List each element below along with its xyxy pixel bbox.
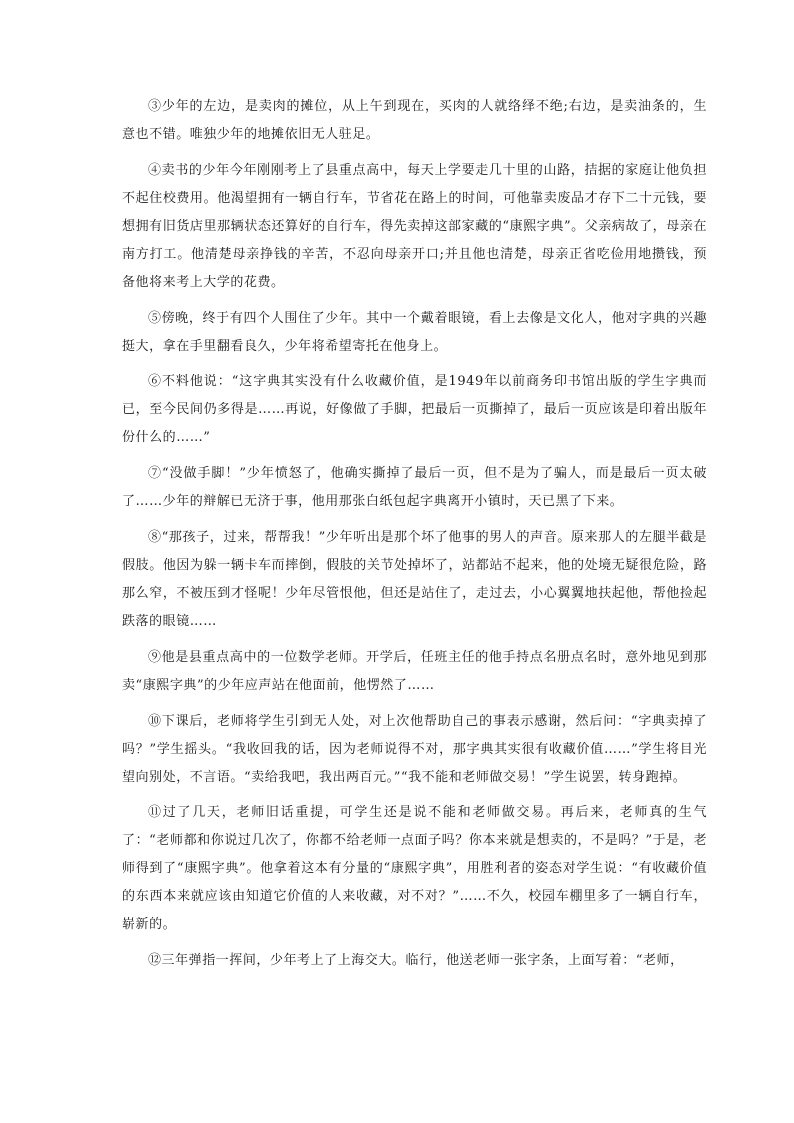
paragraph-6: ⑥不料他说：“这字典其实没有什么收藏价值，是1949年以前商务印书馆出版的学生字典而已，至今民间仍多得是……再说，好像做了手脚，把最后一页撕掉了，最后一页应该是印着出版年份什么的……”: [122, 374, 707, 446]
paragraph-12: ⑫三年弹指一挥间，少年考上了上海交大。临行，他送老师一张字条，上面写着：“老师，: [148, 953, 684, 969]
paragraph-3: ③少年的左边，是卖肉的摊位，从上午到现在，买肉的人就络绎不绝;右边，是卖油条的，生意也不错。唯独少年的地摊依旧无人驻足。: [122, 99, 707, 142]
paragraph-7: ⑦“没做手脚！”少年愤怒了，他确实撕掉了最后一页，但不是为了骗人，而是最后一页太破了……少年的辩解已无济于事，他用那张白纸包起字典离开小镇时，天已黑了下来。: [122, 466, 707, 510]
paragraph-10: ⑩下课后，老师将学生引到无人处，对上次他帮助自己的事表示感谢，然后问：“字典卖掉了吗？”学生摇头。“我收回我的话，因为老师说得不对，那字典其实很有收藏价值……”学生将目光望向别处，不言语。“卖给我吧，我出两百元。”“我不能和老师做交易！”学生说罢，转身跑掉。: [122, 713, 707, 785]
paragraph-5: ⑤傍晚，终于有四个人围住了少年。其中一个戴着眼镜，看上去像是文化人，他对字典的兴趣挺大，拿在手里翻看良久，少年将希望寄托在他身上。: [122, 310, 707, 354]
paragraph-8: ⑧“那孩子，过来，帮帮我！”少年听出是那个坏了他事的男人的声音。原来那人的左腿半截是假肢。他因为躲一辆卡车而摔倒，假肢的关节处掉坏了，站都站不起来，他的处境无疑很危险，路那么窄，不被压到才怪呢！少年尽管恨他，但还是站住了，走过去，小心翼翼地扶起他，帮他捡起跌落的眼镜……: [122, 529, 707, 629]
paragraph-4: ④卖书的少年今年刚刚考上了县重点高中，每天上学要走几十里的山路，拮据的家庭让他负担不起住校费用。他渴望拥有一辆自行车，节省花在路上的时间，可他靠卖废品才存下二十元钱，要想拥有旧货店里那辆状态还算好的自行车，得先卖掉这部家藏的“康熙字典”。父亲病故了，母亲在南方打工。他清楚母亲挣钱的辛苦，不忍向母亲开口;并且他也清楚，母亲正省吃俭用地攒钱，预备他将来考上大学的花费。: [122, 162, 707, 290]
paragraph-11: ⑪过了几天，老师旧话重提，可学生还是说不能和老师做交易。再后来，老师真的生气了：“老师都和你说过几次了，你都不给老师一点面子吗？你本来就是想卖的，不是吗？”于是，老师得到了“康熙字典”。他拿着这本有分量的“康熙字典”，用胜利者的姿态对学生说：“有收藏价值的东西本来就应该由知道它价值的人来收藏，对不对？”……不久，校园车棚里多了一辆自行车，崭新的。: [122, 805, 707, 933]
paragraph-9: ⑨他是县重点高中的一位数学老师。开学后，任班主任的他手持点名册点名时，意外地见到那卖“康熙字典”的少年应声站在他面前，他愣然了……: [122, 649, 707, 693]
article-body: [122, 93, 707, 983]
